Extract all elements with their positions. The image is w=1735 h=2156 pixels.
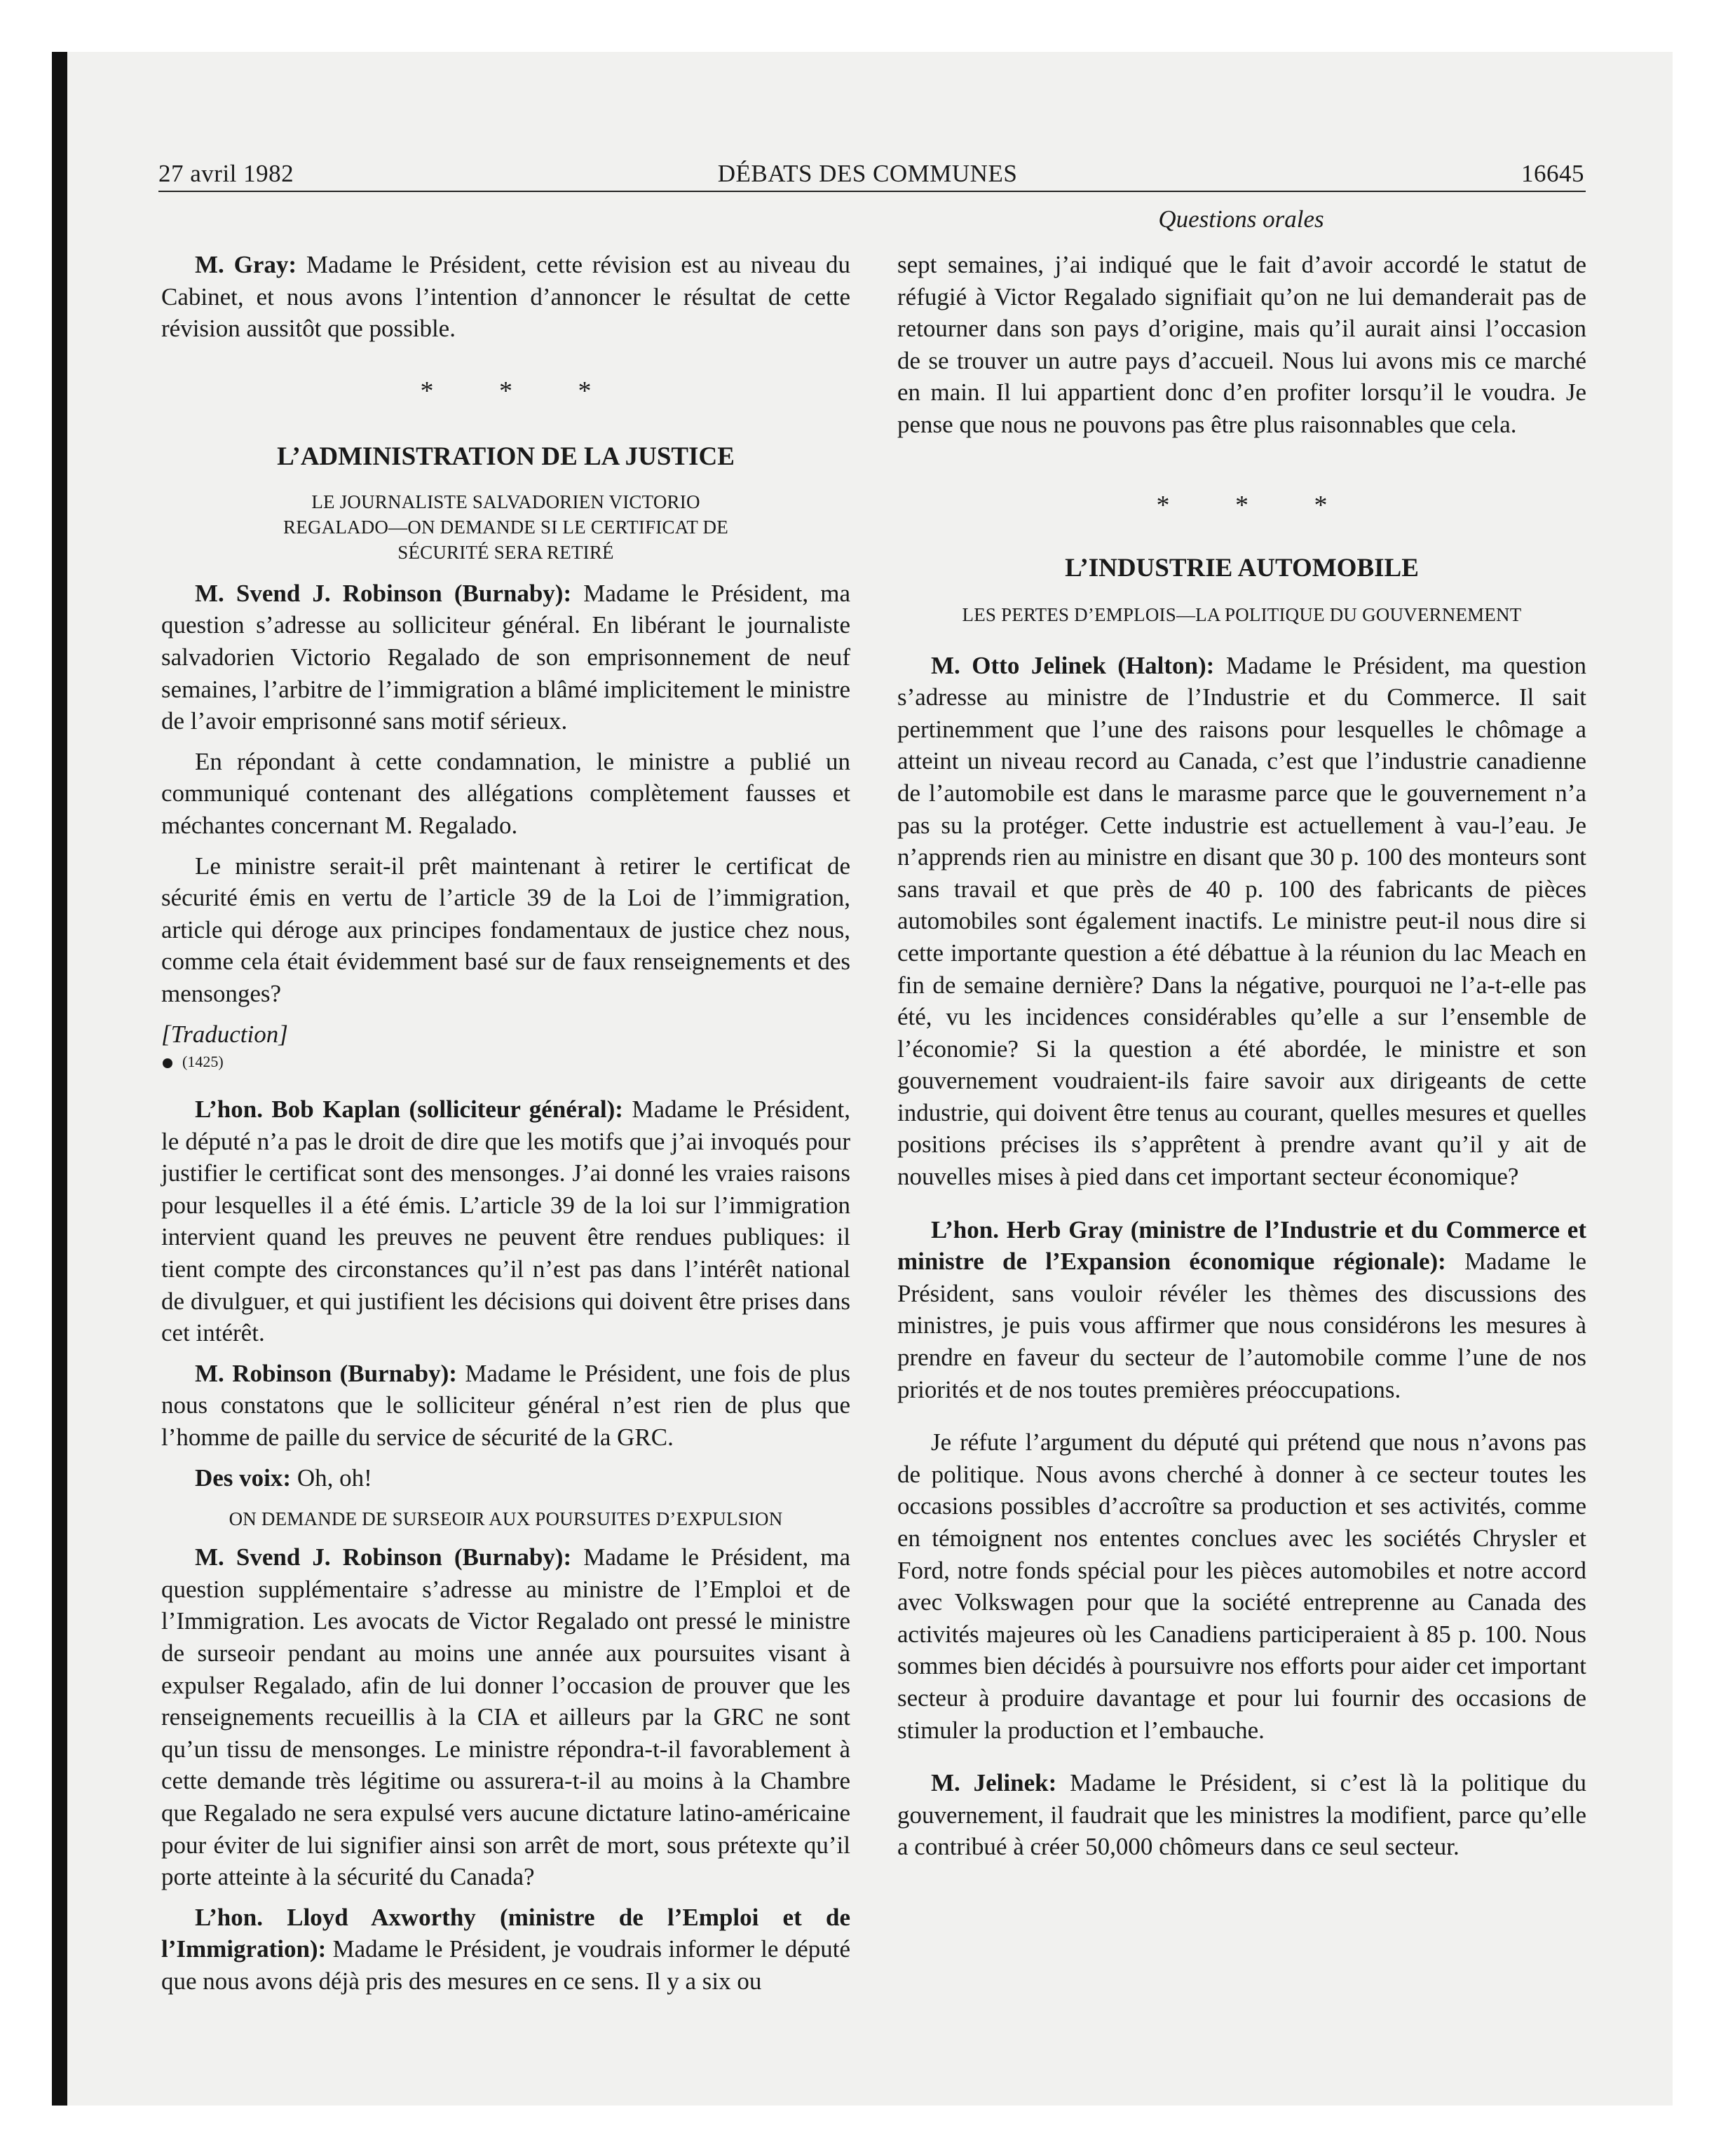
speaker-name: M. Jelinek: [931, 1769, 1057, 1797]
speech-text: Madame le Président, ma question supplémentaire s’adresse au ministre de l’Emploi et de l’Immigration. Les avocats de Victor Regalado ont pressé le ministre de surseoir pendant au moins une année aux poursuites visant à expulser Regalado, afin de lui donner l’occasion de prouver que les renseignements recueillis à la CIA et ailleurs par la GRC ne sont qu’un tissu de mensonges. Le ministre répondra-t-il favorablement à cette demande très légitime ou assurera-t-il au moins à la Chambre que Regalado ne sera expulsé vers aucune dictature latino-américaine pour éviter de lui signifier ainsi son arrêt de mort, sous prétexte qu’il porte atteinte à la sécurité du Canada? [161, 1543, 851, 1891]
section-heading: L’ADMINISTRATION DE LA JUSTICE [277, 442, 735, 471]
paragraph-robinson-supplementary [161, 1541, 850, 1893]
subheading: LES PERTES D’EMPLOIS—LA POLITIQUE DU GOUVERNEMENT [962, 603, 1522, 625]
speaker-name: M. Gray: [195, 251, 297, 278]
time-marker [161, 1050, 850, 1074]
speech-text: Madame le Président, le député n’a pas le droit de dire que les motifs que j’ai invoqués pour justifier le certificat sont des mensonges. J’ai donné les vraies raisons pour lesquelles il a été émis. L’article 39 de la loi sur l’immigration intervient quand les preuves ne peuvent être rendues publiques: il tient compte des circonstances qu’il n’est pas dans l’intérêt national de divulguer, et qui justifient les décisions qui doivent être prises dans cet intérêt. [161, 1096, 851, 1347]
paragraph-jelinek-question [897, 650, 1586, 1193]
bullet-icon [163, 1058, 172, 1068]
paragraph-gray-answer [161, 249, 850, 345]
page-number: 16645 [1521, 160, 1584, 187]
speaker-name: M. Otto Jelinek (Halton): [931, 651, 1215, 679]
header-date: 27 avril 1982 [158, 160, 294, 187]
paragraph-gray-answer [897, 1214, 1586, 1406]
speech-text: Madame le Président, ma question s’adresse au ministre de l’Industrie et du Commerce. Il sait pertinemment que l’une des raisons pour lesquelles le chômage a atteint un niveau record au Canada, c’est que l’industrie canadienne de l’automobile est dans le marasme parce que le gouvernement n’a pas su la protéger. Cette industrie est actuellement à vau-l’eau. Je n’apprends rien au ministre en disant que 30 p. 100 des monteurs sont sans travail et que près de 40 p. 100 des fabricants de pièces automobiles sont également inactifs. Le ministre peut-il nous dire si cette importante question a été débattue à la réunion du lac Meach en fin de semaine dernière? Dans la négative, pourquoi ne l’a-t-elle pas été, vu les incidences considérables qu’elle a sur l’ensemble de l’économie? Si la question a été abordée, le ministre et son gouvernement voudraient-ils faire savoir aux dirigeants de cette industrie, qui doivent être tenus au courant, quelles mesures et quelles positions précises ils s’apprêtent à prendre avant qu’il y ait de nouvelles mises à pied dans cet important secteur économique? [897, 651, 1586, 1191]
speaker-name: M. Svend J. Robinson (Burnaby): [195, 579, 572, 607]
paragraph-axworthy-answer [161, 1902, 850, 1998]
separator-stars: * * * [420, 376, 621, 406]
speaker-name: L’hon. Herb Gray (ministre de l’Industrie et du Commerce et ministre de l’Expansion économique régionale): [897, 1215, 1586, 1276]
speech-text: Madame le Président, une fois de plus nous constatons que le solliciteur général n’est rien de plus que l’homme de paille du service de sécurité de la GRC. [161, 1359, 851, 1452]
paragraph-voices [161, 1462, 850, 1494]
paragraph-kaplan-answer [161, 1093, 850, 1349]
speaker-name: M. Svend J. Robinson (Burnaby): [195, 1543, 572, 1571]
speech-text: Madame le Président, sans vouloir révéler les thèmes des discussions des ministres, je puis vous affirmer que nous considérons les mesures à prendre en faveur du secteur de l’automobile comme l’une de nos priorités et de nos toutes premières préoccupations. [897, 1248, 1586, 1403]
speech-text: Madame le Président, ma question s’adresse au solliciteur général. En libérant le journaliste salvadorien Victorio Regalado de son emprisonnement de neuf semaines, l’arbitre de l’immigration a blâmé implicitement le ministre de l’avoir emprisonné sans motif sérieux. [161, 579, 851, 735]
header-title: DÉBATS DES COMMUNES [717, 160, 1018, 187]
header-rule [158, 191, 1586, 192]
paragraph: Je réfute l’argument du député qui prétend que nous n’avons pas de politique. Nous avons cherché à donner à ce secteur toutes les occasions possibles d’accroître sa production et ses activités, comme en témoignent nos ententes conclues avec les sociétés Chrysler et Ford, notre fonds spécial pour les pièces automobiles et notre accord avec Volkswagen pour que la société entreprenne au Canada des activités majeures où les Canadiens participeraient à 85 p. 100. Nous sommes bien décidés à poursuivre nos efforts pour aider cet important secteur à produire davantage et pour lui fournir des occasions de stimuler la production et l’embauche. [897, 1428, 1586, 1744]
paragraph: Le ministre serait-il prêt maintenant à retirer le certificat de sécurité émis en vertu de l’article 39 de la Loi de l’immigration, article qui déroge aux principes fondamentaux de justice chez nous, comme cela était évidemment basé sur de faux renseignements et des mensonges? [161, 852, 850, 1007]
binding-edge [52, 52, 67, 2106]
paragraph-robinson-question [161, 578, 850, 737]
paragraph: En répondant à cette condamnation, le ministre a publié un communiqué contenant des allégations complètement fausses et méchantes concernant M. Regalado. [161, 747, 850, 839]
paragraph-jelinek-reply [897, 1767, 1586, 1863]
speaker-name: L’hon. Lloyd Axworthy (ministre de l’Emploi et de l’Immigration): [161, 1903, 850, 1963]
left-column [161, 249, 850, 1998]
speech-text: Madame le Président, cette révision est au niveau du Cabinet, et nous avons l’intention d’annoncer le résultat de cette révision aussitôt que possible. [161, 251, 851, 343]
running-head: Questions orales [1158, 205, 1324, 233]
subheading: LE JOURNALISTE SALVADORIEN VICTORIO REGALADO—ON DEMANDE SI LE CERTIFICAT DE SÉCURITÉ SERA RETIRÉ [283, 491, 728, 563]
speaker-name: L’hon. Bob Kaplan (solliciteur général): [195, 1096, 623, 1124]
paragraph-axworthy-continued: sept semaines, j’ai indiqué que le fait d’avoir accordé le statut de réfugié à Victor Regalado signifiait qu’on ne lui demanderait pas de retourner dans son pays d’origine, mais qu’il aurait ainsi l’occasion de se trouver un autre pays d’accueil. Nous lui avons mis ce marché en main. Il lui appartient donc d’en profiter lorsqu’il le voudra. Je pense que nous ne pouvons pas être plus raisonnables que cela. [897, 251, 1586, 438]
paragraph-robinson-reply [161, 1358, 850, 1454]
right-column [897, 249, 1586, 1863]
speech-text: Oh, oh! [297, 1464, 372, 1492]
speech-text: Madame le Président, si c’est là la politique du gouvernement, il faudrait que les ministres la modifient, parce qu’elle a contribué à créer 50,000 chômeurs dans ce seul secteur. [897, 1769, 1587, 1861]
speaker-name: M. Robinson (Burnaby): [195, 1359, 457, 1387]
speech-text: Madame le Président, je voudrais informer le député que nous avons déjà pris des mesures en ce sens. Il y a six ou [161, 1935, 850, 1995]
subheading: ON DEMANDE DE SURSEOIR AUX POURSUITES D’EXPULSION [229, 1508, 783, 1530]
separator-stars: * * * [1156, 490, 1357, 520]
speaker-name: Des voix: [195, 1464, 292, 1492]
section-heading: L’INDUSTRIE AUTOMOBILE [1065, 553, 1419, 582]
time-marker-text: (1425) [182, 1053, 224, 1071]
translation-label: [Traduction] [161, 1020, 288, 1048]
